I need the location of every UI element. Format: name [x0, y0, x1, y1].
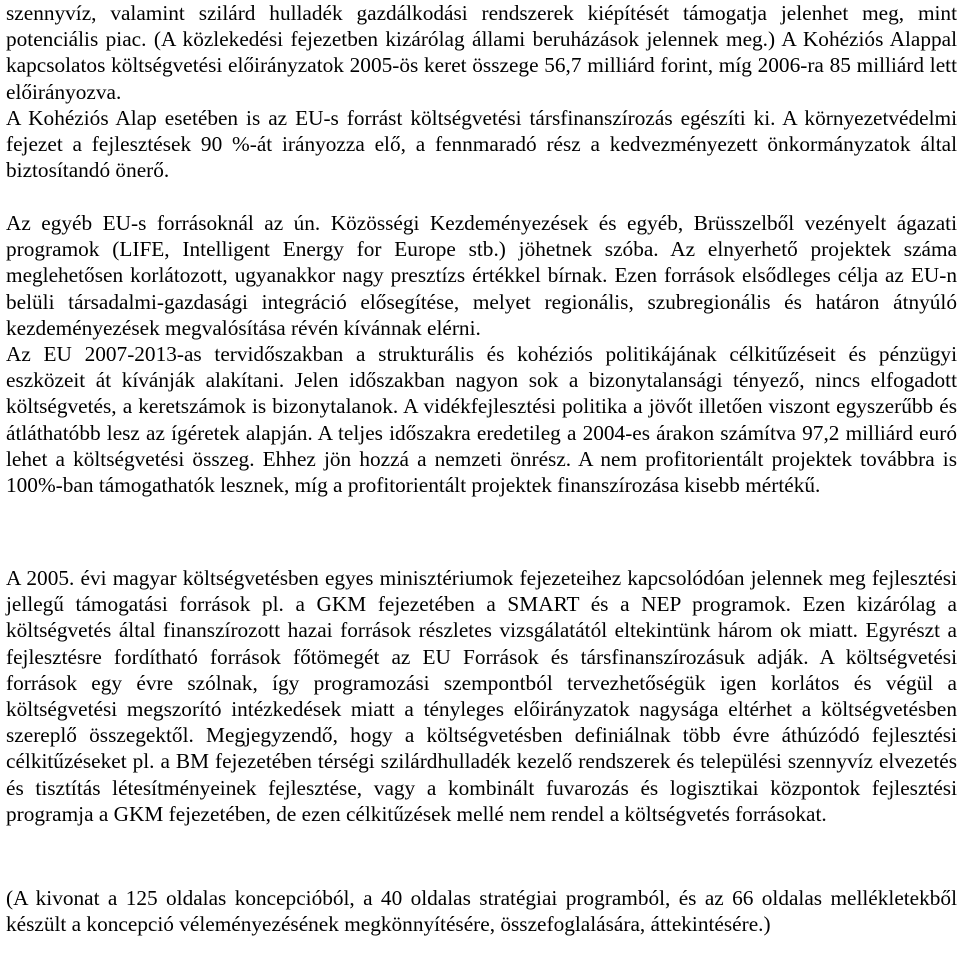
paragraph-egyeb-eu-forrasok: Az egyéb EU-s forrásoknál az ún. Közösségi Kezdeményezések és egyéb, Brüsszelből vezényelt ágazati programok (LIFE, Intelligent Energy for Europe stb.) jöhetnek szóba. Az elnyerhető projektek száma meglehetősen korlátozott, ugyanakkor nagy presztízs értékkel bírnak. Ezen források elsődleges célja az EU-n belüli társadalmi-gazdasági integráció elősegítése, melyet regionális, szubregionális és határon átnyúló kezdeményezések megvalósítása révén kívánnak elérni. — [6, 211, 957, 340]
paragraph-tarsfinanszirozas: A Kohéziós Alap esetében is az EU-s forrást költségvetési társfinanszírozás egészíti ki. A környezetvédelmi fejezet a fejlesztések 90 %-át irányozza elő, a fennmaradó rész a kedvezményezett önkormányzatok által biztosítandó önerő. — [6, 106, 957, 183]
paragraph-2007-2013-tervidoszak: Az EU 2007-2013-as tervidőszakban a strukturális és kohéziós politikájának célkitűzéseit és pénzügyi eszközeit át kívánják alakítani. Jelen időszakban nagyon sok a bizonytalansági tényező, nincs elfogadott költségvetés, a keretszámok is bizonytalanok. A vidékfejlesztési politika a jövőt illetően viszont egyszerűbb és átláthatóbb lesz az ígéretek alapján. A teljes időszakra eredetileg a 2004-es árakon számítva 97,2 milliárd euró lehet a költségvetési összeg. Ehhez jön hozzá a nemzeti önrész. A nem profitorientált projektek továbbra is 100%-ban támogathatók lesznek, míg a profitorientált projektek finanszírozása kisebb mértékű. — [6, 342, 957, 498]
paragraph-2005-koltsegvetes: A 2005. évi magyar költségvetésben egyes minisztériumok fejezeteihez kapcsolódóan jelennek meg fejlesztési jellegű támogatási források pl. a GKM fejezetében a SMART és a NEP programok. Ezen kizárólag a költségvetés által finanszírozott hazai források részletes vizsgálatától eltekintünk három ok miatt. Egyrészt a fejlesztésre fordítható források főtömegét az EU Források és társfinanszírozásuk adják. A költségvetési források egy évre szólnak, így programozási szempontból tervezhetőségük igen korlátos és végül a költségvetési megszorító intézkedések miatt a tényleges előirányzatok nagysága eltérhet a költségvetésben szereplő összegektől. Megjegyzendő, hogy a költségvetésben definiálnak több évre áthúzódó fejlesztési célkitűzéseket pl. a BM fejezetében térségi szilárdhulladék kezelő rendszerek és települési szennyvíz elvezetés és tisztítás létesítményeinek fejlesztése, vagy a kombinált fuvarozás és logisztikai központok fejlesztési programja a GKM fejezetében, de ezen célkitűzések mellé nem rendel a költségvetés forrásokat. — [6, 566, 957, 826]
paragraph-kivonat-megjegyzes: (A kivonat a 125 oldalas koncepcióból, a 40 oldalas stratégiai programból, és az 66 oldalas mellékletekből készült a koncepció véleményezésének megkönnyítésére, összefoglalására, áttekintésére.) — [6, 886, 957, 937]
paragraph-kohezios-alap-keret: szennyvíz, valamint szilárd hulladék gazdálkodási rendszerek kiépítését támogatja jelenhet meg, mint potenciális piac. (A közlekedési fejezetben kizárólag állami beruházások jelennek meg.) A Kohéziós Alappal kapcsolatos költségvetési előirányzatok 2005-ös keret összege 56,7 milliárd forint, míg 2006-ra 85 milliárd lett előirányozva. — [6, 1, 957, 104]
